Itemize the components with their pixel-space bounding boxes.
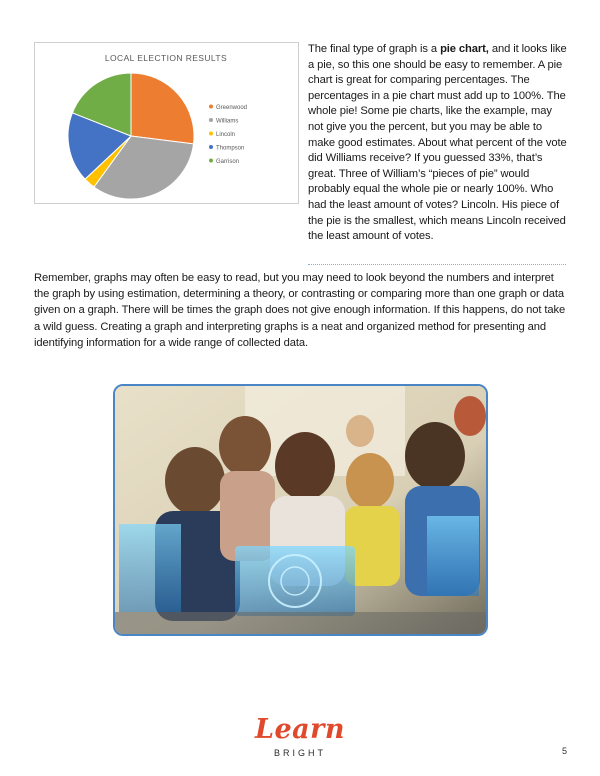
legend-label-thompson: Thompson bbox=[216, 145, 245, 152]
legend-marker-lincoln bbox=[209, 132, 213, 136]
pie-chart bbox=[34, 42, 299, 204]
learn-bright-logo bbox=[250, 714, 350, 766]
legend-marker-greenwood bbox=[209, 105, 213, 109]
legend-label-lincoln: Lincoln bbox=[216, 132, 236, 138]
explanation-text-1: The final type of graph is a bbox=[308, 43, 441, 55]
section-divider bbox=[308, 264, 566, 265]
pie-slice-greenwood bbox=[131, 73, 194, 144]
logo-subtitle: BRIGHT bbox=[273, 748, 326, 758]
legend-label-williams: Williams bbox=[216, 118, 239, 125]
logo-word: Learn bbox=[254, 714, 345, 745]
pie-chart-svg bbox=[35, 43, 298, 203]
legend-label-garrison: Garrison bbox=[216, 159, 240, 165]
explanation-text-2: and it looks like a pie, so this one should be easy to remember. A pie chart is great for comparing percentages. The percentages in a pie chart must add up to 100%. The whole pie! Some pie charts, like the example, may not give you the percent, but you may be able to make good estimates. About what percent of the vote did Williams receive? If you guessed 33%, that’s great. Three of William’s “pieces of pie” would probably equal the whole pie or nearly 100%. Who had the least amount of votes? Lincoln. His piece of the pie is the smallest, which means Lincoln received the least amount of votes. bbox=[308, 43, 567, 243]
legend-marker-williams bbox=[209, 118, 213, 122]
legend-marker-garrison bbox=[209, 159, 213, 163]
classroom-photo-illustration bbox=[115, 386, 486, 634]
classroom-photo bbox=[113, 384, 488, 636]
chart-title: LOCAL ELECTION RESULTS bbox=[104, 53, 228, 63]
pie-chart-term: pie chart, bbox=[440, 43, 489, 55]
page-number: 5 bbox=[562, 746, 568, 756]
summary-paragraph: Remember, graphs may often be easy to read, but you may need to look beyond the numbers and interpret the graph by using estimation, determining a theory, or contrasting or comparing more than one graph or data given on a graph. There will be times the graph does not give enough information. If this happens, do not take a wild guess. Creating a graph and interpreting graphs is a neat and organized method for presenting and identifying information for a wide range of collected data. bbox=[34, 272, 566, 349]
legend-label-greenwood: Greenwood bbox=[216, 105, 248, 111]
legend-marker-thompson bbox=[209, 145, 213, 149]
pie-chart-explanation bbox=[308, 42, 570, 245]
